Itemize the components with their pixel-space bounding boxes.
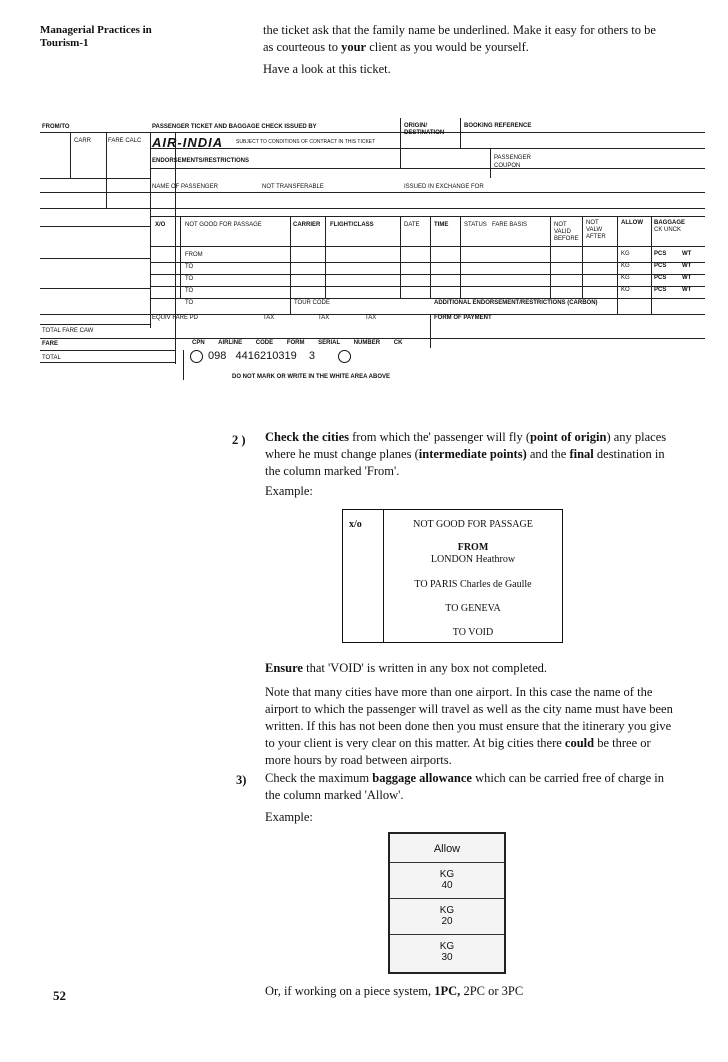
ticket-origin: ORIGIN/ bbox=[404, 123, 428, 129]
page-number: 52 bbox=[53, 988, 66, 1003]
ticket-tour-code: TOUR CODE bbox=[294, 300, 330, 306]
point-3-text: Check the maximum baggage allowance which can be carried free of charge in the column marked 'Allow'. Example: bbox=[265, 770, 710, 826]
ticket-fare-calc: FARE CALC bbox=[108, 138, 142, 144]
ticket-form-of-payment: FORM OF PAYMENT bbox=[434, 315, 492, 321]
allow-row-3: KG 30 bbox=[390, 934, 504, 963]
ticket-subject: SUBJECT TO CONDITIONS OF CONTRACT IN THIS TICKET bbox=[236, 139, 376, 145]
ticket-tax-3: TAX bbox=[365, 315, 377, 321]
ticket-nva: NOT VALW AFTER bbox=[586, 220, 606, 240]
ticket-status: STATUS bbox=[464, 222, 487, 228]
ticket-wt-4: WT bbox=[682, 287, 692, 293]
ticket-kg-2: KG bbox=[621, 263, 630, 269]
ticket-name-of-passenger: NAME OF PASSENGER bbox=[152, 184, 218, 190]
intro-line2: as courteous to your client as you would be yourself. bbox=[263, 40, 529, 54]
ticket-wt-2: WT bbox=[682, 263, 692, 269]
ticket-row-to-4: TO bbox=[185, 300, 194, 306]
ticket-carrier: CARRIER bbox=[293, 222, 321, 228]
ticket-time: TIME bbox=[434, 222, 449, 228]
ticket-row-to-3: TO bbox=[185, 288, 194, 294]
ticket-allow: ALLOW bbox=[621, 220, 643, 226]
example-paris: TO PARIS Charles de Gaulle bbox=[414, 579, 532, 590]
allow-row-1: KG 40 bbox=[390, 862, 504, 891]
ticket-fare-basis: FARE BASIS bbox=[492, 222, 528, 228]
point-2-number: 2 ) bbox=[232, 433, 246, 447]
intro-line3: Have a look at this ticket. bbox=[263, 62, 391, 76]
ticket-tax-1: TAX bbox=[263, 315, 275, 321]
ticket-total-fare-calc: TOTAL FARE CAW bbox=[42, 328, 94, 334]
ticket-passenger-coupon-1: PASSENGER bbox=[494, 155, 531, 161]
book-title-line1: Managerial Practices in bbox=[40, 24, 152, 36]
ticket-row-to-2: TO bbox=[185, 276, 194, 282]
ticket-pcs-4: PCS bbox=[654, 287, 667, 293]
ticket-nvb: NOT VALID BEFORE bbox=[554, 222, 579, 242]
point-2-text: Check the cities from which the' passenger will fly (point of origin) any places where he must change planes (intermediate points) and the final destination in the column marked 'From'. Example: bbox=[265, 429, 710, 500]
ticket-kg-3: KG bbox=[621, 275, 630, 281]
intro-paragraph bbox=[263, 22, 703, 78]
ticket-airline-logo: AIR-INDIA bbox=[152, 135, 224, 150]
ticket-carr: CARR bbox=[74, 138, 92, 144]
book-title bbox=[40, 24, 152, 50]
ticket-pcs-1: PCS bbox=[654, 251, 667, 257]
point-2-example: Example: bbox=[265, 484, 313, 498]
ticket-equiv-fare: EQUIV FARE PD bbox=[152, 315, 199, 321]
airline-ticket bbox=[40, 118, 710, 398]
ticket-additional-endorse: ADDITIONAL ENDORSEMENT/RESTRICTIONS (CARBON) bbox=[434, 300, 598, 306]
ticket-not-transferable: NOT TRANSFERABLE bbox=[262, 184, 324, 190]
ticket-booking-ref: BOOKING REFERENCE bbox=[464, 123, 532, 129]
ticket-wt-1: WT bbox=[682, 251, 692, 257]
example-void: TO VOID bbox=[452, 627, 494, 638]
ticket-endorsements: ENDORSEMENTS/RESTRICTIONS bbox=[152, 158, 250, 164]
closing-line: Or, if working on a piece system, 1PC, 2PC or 3PC bbox=[265, 984, 524, 998]
ticket-date: DATE bbox=[404, 222, 420, 228]
example-header: NOT GOOD FOR PASSAGE bbox=[413, 519, 533, 530]
ticket-not-good-for: NOT GOOD FOR PASSAGE bbox=[185, 222, 262, 228]
ticket-passenger-coupon-2: COUPON bbox=[494, 163, 521, 169]
example-london: LONDON Heathrow bbox=[430, 554, 516, 565]
allow-row-2: KG 20 bbox=[390, 898, 504, 927]
airport-note: Note that many cities have more than one airport. In this case the name of the airport to which the passenger will travel as well as the city name must have been written. If this has not been done then you must ensure that the itinerary you give to your client is very clear on this matter. At big cities there could be three or more hours by road between airports. bbox=[265, 685, 673, 767]
ensure-line: Ensure that 'VOID' is written in any box not completed. bbox=[265, 661, 548, 675]
ticket-from-to: FROM/TO bbox=[42, 124, 70, 130]
coupon-circle-left bbox=[190, 350, 203, 363]
example-xo: x/o bbox=[349, 519, 362, 530]
intro-line1: the ticket ask that the family name be underlined. Make it easy for others to be bbox=[263, 23, 656, 37]
ticket-pcs-3: PCS bbox=[654, 275, 667, 281]
ticket-pcs-2: PCS bbox=[654, 263, 667, 269]
ticket-do-not-mark: DO NOT MARK OR WRITE IN THE WHITE AREA ABOVE bbox=[232, 374, 390, 380]
ticket-xo: X/O bbox=[155, 222, 166, 228]
ticket-wt-3: WT bbox=[682, 275, 692, 281]
ticket-flight-class: FLIGHT/CLASS bbox=[330, 222, 374, 228]
ticket-serial-line: 098 4416210319 3 bbox=[208, 350, 316, 362]
ticket-baggage: BAGGAGE bbox=[654, 220, 686, 226]
coupon-circle-right bbox=[338, 350, 351, 363]
allow-title: Allow bbox=[433, 843, 461, 855]
ticket-issued-exchange: ISSUED IN EXCHANGE FOR bbox=[404, 184, 484, 190]
ticket-ko-4: KO bbox=[621, 287, 630, 293]
point-3-number: 3) bbox=[236, 773, 247, 787]
ticket-tax-2: TAX bbox=[318, 315, 330, 321]
ticket-row-to-1: TO bbox=[185, 264, 194, 270]
allow-column-example bbox=[388, 832, 506, 974]
example-from: FROM bbox=[457, 542, 489, 553]
ticket-destination: DESTINATION bbox=[404, 130, 445, 136]
ticket-row-from: FROM bbox=[185, 252, 203, 258]
ticket-kg-1: KG bbox=[621, 251, 630, 257]
point-3-example: Example: bbox=[265, 810, 313, 824]
ticket-ck-unck: CK UNCK bbox=[654, 227, 682, 233]
book-title-line2: Tourism-1 bbox=[40, 37, 89, 49]
example-geneva: TO GENEVA bbox=[445, 603, 501, 614]
example-passage-table bbox=[342, 509, 563, 643]
ticket-fare: FARE bbox=[42, 341, 59, 347]
ticket-passenger-ticket: PASSENGER TICKET AND BAGGAGE CHECK ISSUED BY bbox=[152, 124, 317, 130]
ticket-total: TOTAL bbox=[42, 355, 61, 361]
ticket-cpn-header: CPN AIRLINE CODE FORM SERIAL NUMBER CK bbox=[192, 340, 403, 346]
